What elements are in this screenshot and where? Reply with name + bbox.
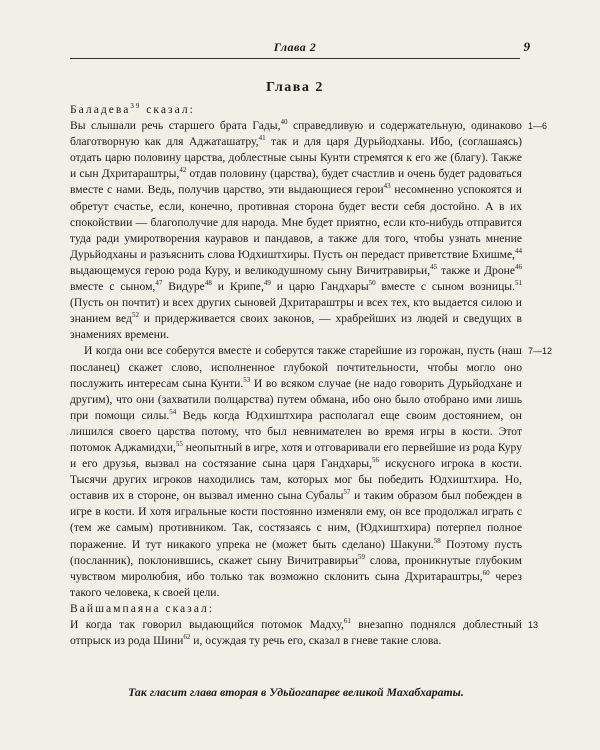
paragraph-2 — [70, 343, 553, 601]
paragraph-text-2: И когда они все соберутся вместе и соберутся также старейшие из горожан, пусть (наш посланец) скажет слово, исполненное глубокой почтительности, чтобы могло оно послужить интересам сына Кунти.$^{53}$ И во всяком случае (не надо говорить Дурьйодхане и другим), что они (захватили полцарства) путем обмана, ибо оно было отобрано ими лишь при помощи силы.$^{54}$ Ведь когда Юдхиштхира располагал еще своим достоянием, он лишился своего царства потому, что был невнимателен во время игры в кости. Этот потомок Аджамидхи,$^{55}$ неопытный в игре, хотя и отговаривали его первейшие из рода Куру и его друзья, вызвал на состязание сына царя Гандхары,$^{56}$ искусного игрока в кости. Тысячи других игроков находились там, которых мог бы победить Юдхиштхира. Но, оставив их в стороне, он вызвал именно сына Субалы$^{57}$ и таким образом был побежден в игре в кости. И хотя игральные кости постоянно изменяли ему, он все продолжал играть с (тем же самым) противником. Так, состязаясь с ним, (Юдхиштхира) потерпел полное поражение. И тут никакого упрека не (может быть сделано) Шакуни.$^{58}$ Поэтому пусть (посланник), поклонившись, скажет сыну Вичитравирьи$^{59}$ слова, проникнутые глубоким чувством миролюбия, ибо только так возможно склонить сына Дхритараштры,$^{60}$ через такого человека, к своей цели. — [70, 344, 522, 599]
chapter-title: Глава 2 — [266, 80, 324, 95]
running-title: Глава 2 — [273, 40, 317, 54]
margin-verse-ref: 1—6 — [528, 121, 548, 131]
paragraph-text-1: Вы слышали речь старшего брата Гады,$^{40}$ справедливую и содержательную, одинаково благотворную как для Аджаташатру,$^{41}$ так и для царя Дурьйодханы. Ибо, (соглашаясь) отдать царю половину царства, доблестные сыны Кунти стремятся к его же (благу). Также и сын Дхритараштры,$^{42}$ отдав половину (царства), будет счастлив и очень будет радоваться вместе с нами. Ведь, получив царство, эти выдающиеся герои$^{43}$ несомненно успокоятся и обретут счастье, если, конечно, противная сторона будет вести себя достойно. А в их спокойствии — благополучие для народа. Мне будет приятно, если кто-нибудь отправится туда ради умиротворения кауравов и пандавов, а также для того, чтобы узнать мнение Дурьйодханы и разъяснить слова Юдхиштхиры. Пусть он передаст приветствие Бхишме,$^{44}$ выдающемуся герою рода Куру, и великодушному сыну Вичитравирьи,$^{45}$ также и Дроне$^{46}$ вместе с сыном,$^{47}$ Видуре$^{48}$ и Крипе,$^{49}$ и царю Гандхары$^{50}$ вместе с сыном возницы.$^{51}$ (Пусть он почтит) и всех других сыновей Дхритараштры и всех тех, кто выдается силою и знанием вед$^{52}$ и придерживается своих законов, — храбрейших из людей и сведущих в знамениях времени. — [70, 118, 523, 342]
speaker-line-1 — [70, 102, 522, 118]
paragraph-1 — [70, 102, 548, 343]
margin-verse-ref: 13 — [528, 619, 539, 630]
page-number: 9 — [523, 39, 530, 54]
speaker-suffix: сказал: — [146, 103, 195, 116]
speaker-name: Баладева — [70, 103, 131, 116]
running-head — [70, 39, 530, 59]
colophon: Так гласит глава вторая в Удьйогапарве великой Махабхараты. — [128, 685, 464, 699]
margin-verse-ref: 7—12 — [528, 346, 553, 357]
speaker-line-2: Вайшампаяна сказал: — [70, 601, 215, 615]
body-text — [70, 102, 553, 649]
paragraph-text-3: И когда так говорил выдающийся потомок Мадху,$^{61}$ внезапно поднялся доблестный отпрыск из рода Шини$^{62}$ и, осуждая ту речь его, сказал в гневе такие слова. — [70, 617, 523, 648]
footnote-ref: 39 — [130, 102, 142, 110]
paragraph-3 — [70, 601, 539, 649]
